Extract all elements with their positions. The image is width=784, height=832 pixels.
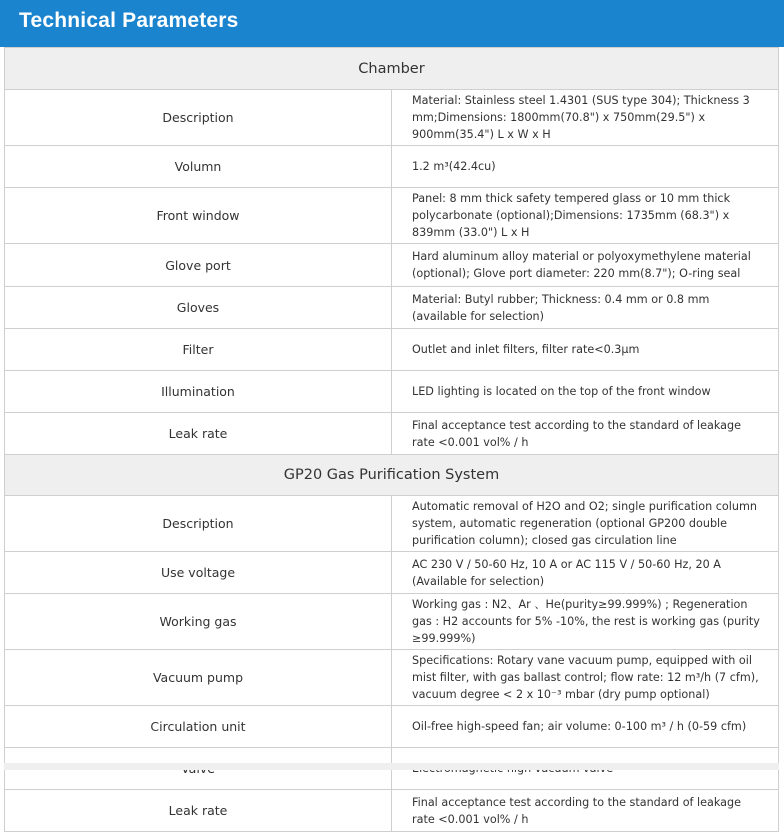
row-value: Panel: 8 mm thick safety tempered glass or 10 mm thick polycarbonate (optional);Dimensions: 1735mm (68.3") x 839mm (33.0") L x H bbox=[392, 188, 779, 244]
row-value: Material: Butyl rubber; Thickness: 0.4 mm or 0.8 mm (available for selection) bbox=[392, 287, 779, 329]
table-row bbox=[5, 706, 779, 748]
table-row bbox=[5, 146, 779, 188]
table-row bbox=[5, 287, 779, 329]
header-bar bbox=[0, 0, 784, 47]
section-header-chamber bbox=[5, 48, 779, 90]
table-row bbox=[5, 552, 779, 594]
section-title: Chamber bbox=[5, 48, 779, 90]
section-header-gp20 bbox=[5, 455, 779, 496]
table-row bbox=[5, 244, 779, 287]
page-title: Technical Parameters bbox=[19, 9, 239, 32]
row-label: Filter bbox=[5, 329, 392, 371]
row-label: Glove port bbox=[5, 244, 392, 287]
table-row bbox=[5, 329, 779, 371]
parameters-table bbox=[4, 47, 779, 832]
row-label: Leak rate bbox=[5, 790, 392, 832]
row-value: Automatic removal of H2O and O2; single purification column system, automatic regeneration (optional GP200 double purification column); closed gas circulation line bbox=[392, 496, 779, 552]
row-value: LED lighting is located on the top of the front window bbox=[392, 371, 779, 413]
row-value: Outlet and inlet filters, filter rate<0.3μm bbox=[392, 329, 779, 371]
row-label: Front window bbox=[5, 188, 392, 244]
row-value: Material: Stainless steel 1.4301 (SUS type 304); Thickness 3 mm;Dimensions: 1800mm(70.8") x 750mm(29.5") x 900mm(35.4") L x W x H bbox=[392, 90, 779, 146]
row-value: Specifications: Rotary vane vacuum pump, equipped with oil mist filter, with gas ballast control; flow rate: 12 m³/h (7 cfm), vacuum degree < 2 x 10⁻³ mbar (dry pump optional) bbox=[392, 650, 779, 706]
section-title: GP20 Gas Purification System bbox=[5, 455, 779, 496]
table-row bbox=[5, 650, 779, 706]
row-label: Description bbox=[5, 90, 392, 146]
row-value: Working gas : N2、Ar 、He(purity≥99.999%) ; Regeneration gas : H2 accounts for 5% -10%, the rest is working gas (purity ≥99.999%) bbox=[392, 594, 779, 650]
row-value: Final acceptance test according to the standard of leakage rate <0.001 vol% / h bbox=[392, 790, 779, 832]
table-row bbox=[5, 496, 779, 552]
table-row bbox=[5, 90, 779, 146]
row-value: AC 230 V / 50-60 Hz, 10 A or AC 115 V / 50-60 Hz, 20 A (Available for selection) bbox=[392, 552, 779, 594]
row-value: Hard aluminum alloy material or polyoxymethylene material (optional); Glove port diameter: 220 mm(8.7"); O-ring seal bbox=[392, 244, 779, 287]
table-row bbox=[5, 371, 779, 413]
table-row bbox=[5, 790, 779, 832]
row-value: Final acceptance test according to the standard of leakage rate <0.001 vol% / h bbox=[392, 413, 779, 455]
row-label: Volumn bbox=[5, 146, 392, 188]
row-label: Illumination bbox=[5, 371, 392, 413]
table-footer-strip bbox=[4, 763, 779, 770]
table-row bbox=[5, 594, 779, 650]
row-label: Leak rate bbox=[5, 413, 392, 455]
row-label: Description bbox=[5, 496, 392, 552]
row-label: Gloves bbox=[5, 287, 392, 329]
row-label: Use voltage bbox=[5, 552, 392, 594]
row-value: Oil-free high-speed fan; air volume: 0-100 m³ / h (0-59 cfm) bbox=[392, 706, 779, 748]
row-label: Working gas bbox=[5, 594, 392, 650]
table-row bbox=[5, 188, 779, 244]
table-row bbox=[5, 413, 779, 455]
row-label: Circulation unit bbox=[5, 706, 392, 748]
row-label: Vacuum pump bbox=[5, 650, 392, 706]
row-value: 1.2 m³(42.4cu) bbox=[392, 146, 779, 188]
